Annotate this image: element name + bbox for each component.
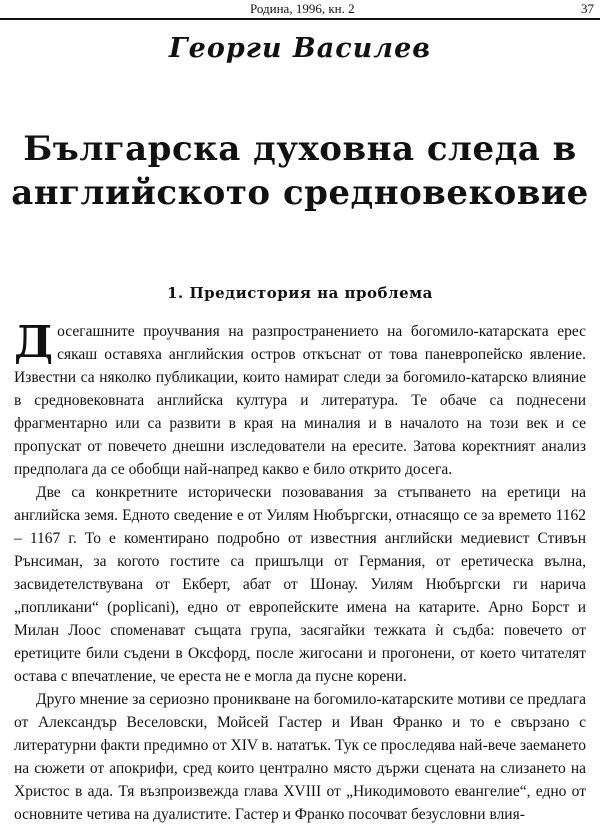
title-line-1: Българска духовна следа в (23, 129, 577, 169)
paragraph-1-text: осегашните проучвания на разпространението на богомило-катарската ерес сякаш оставяха английския остров откъснат от това паневропейско явление. Известни са няколко публикации, които намират следи за богомило-катарско влияние в средновековната английска култура и литература. Те обаче са поднесени фрагментарно или са развити в края на миналия и в началото на този век и се пропускат от повечето днешни изследователи на ересите. Затова коректният анализ предполага да се обобщи най-напред какво е било открито досега. (14, 323, 586, 478)
author-name: Георги Василев (169, 33, 431, 64)
paragraph-3: Друго мнение за сериозно проникване на богомило-катарските мотиви се предлага от Александър Веселовски, Мойсей Гастер и Иван Франко и то е свързано с литературни факти предимно от XIV в. нататък. Тук се проследява най-вече заемането на сюжети от апокрифи, сред които централно място държи сцената на слизането на Христос в ада. Тя възпроизвежда глава XVIII от „Никодимовото евангелие“, едно от основните четива на дуалистите. Гастер и Франко посочват безусловни влия- (14, 691, 586, 823)
drop-cap: Д (14, 317, 54, 368)
running-head (0, 0, 600, 20)
paragraph-1 (14, 317, 586, 481)
article-title (0, 127, 600, 215)
journal-reference: Родина, 1996, кн. 2 (250, 1, 355, 16)
title-line-2: английското средновековие (11, 173, 589, 213)
page-number: 37 (581, 1, 594, 16)
paragraph-2: Две са конкретните исторически позовавания за стъпването на еретици на английска земя. Едното сведение е от Уилям Нюбъргски, отнасящо се за времето 1162 – 1167 г. То е коментирано подробно от известния английски медиевист Стивън Рънсиман, за когото гостите са пришълци от Германия, от еретическа вълна, засвидетелствувана от Екберт, абат от Шонау. Уилям Нюбъргски ги нарича „попликани“ (poplicani), едно от европейските имена на катарите. Арно Борст и Милан Лоос споменават същата група, засягайки тежката ѝ съдба: повечето от еретиците били съдени в Оксфорд, после жигосани и прогонени, от което читателят остава с впечатление, че ереста не е могла да пусне корени. (14, 484, 586, 685)
article-body (14, 317, 586, 826)
section-heading: 1. Предистория на проблема (167, 284, 433, 302)
